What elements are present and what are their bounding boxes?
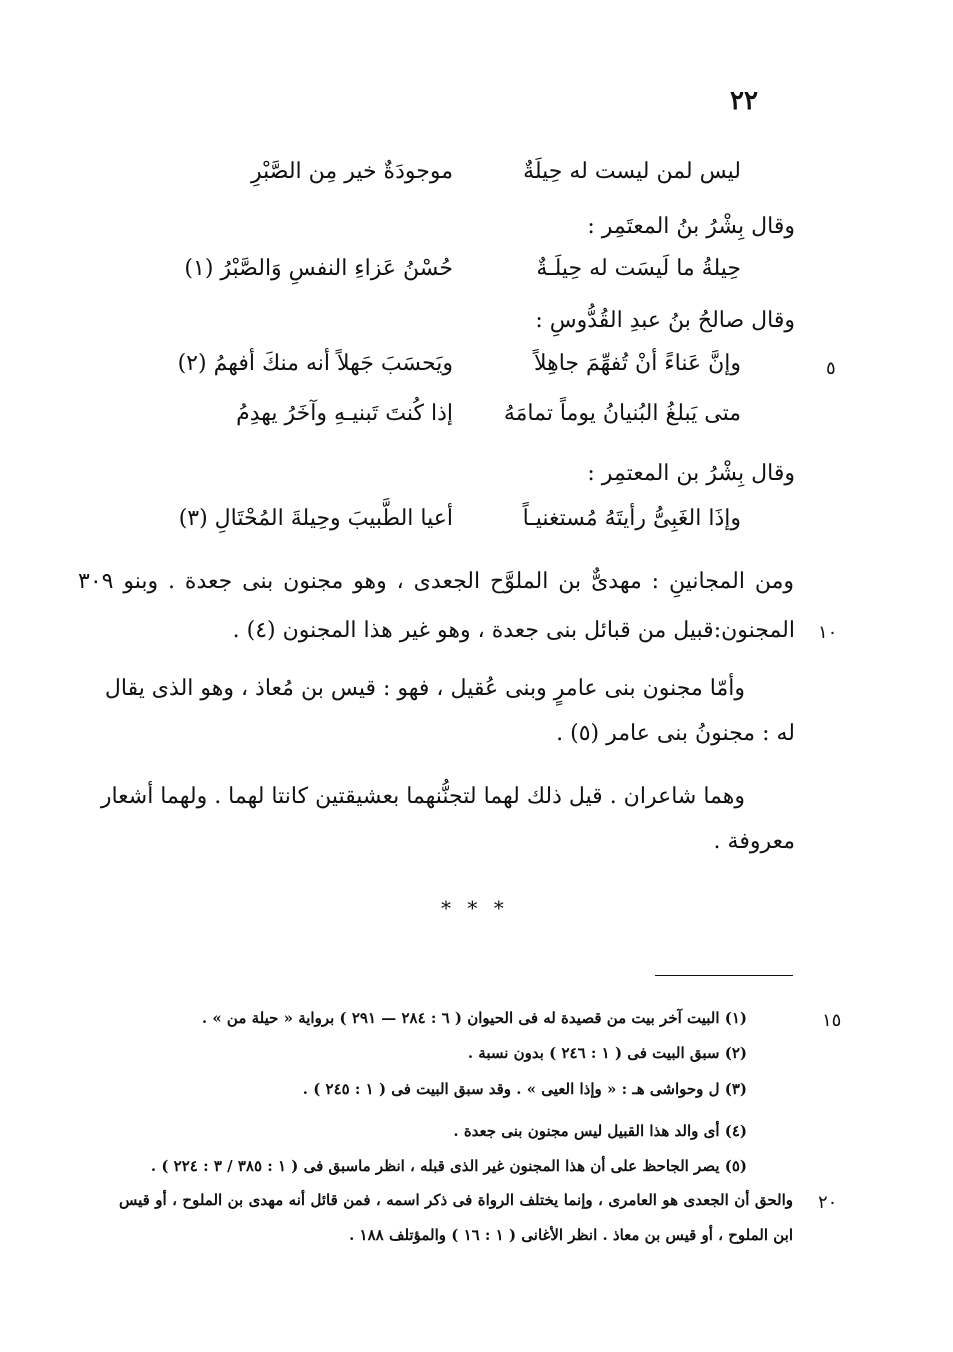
verse-5-left-hemistich: أعيا الطَّبيبَ وحِيلةَ المُحْتَالِ (٣): [178, 506, 453, 531]
verse-4-left-hemistich: إذا كُنتَ تَبنيـهِ وآخَرُ يهدِمُ: [236, 401, 453, 426]
prose-paragraph-1-line-2: المجنون:قبيل من قبائل بنى جعدة ، وهو غير هذا المجنون (٤) .: [232, 618, 795, 643]
verse-1-left-hemistich: موجودَةٌ خير مِن الصَّبْرِ: [251, 159, 453, 184]
footnote-3: (٣) ل وحواشى هـ : « وإذا العيى » . وقد سبق البيت فى ( ١ : ٢٤٥ ) .: [302, 1080, 747, 1098]
page-number: ٢٢: [730, 86, 758, 116]
prose-paragraph-2-line-1: وأمّا مجنون بنى عامرٍ وبنى عُقيل ، فهو : قيس بن مُعاذ ، وهو الذى يقال: [104, 676, 745, 701]
verse-3-right-hemistich: وإنَّ عَناءً أنْ تُفهِّمَ جاهِلاً: [533, 351, 741, 376]
verse-5-right-hemistich: وإذَا الغَبِىُّ رأيتَهُ مُستغنيـاً: [522, 506, 741, 531]
verse-intro-2: وقال بِشْرُ بنُ المعتَمِر :: [587, 214, 795, 239]
footnote-5-continuation-line-2: ابن الملوح ، أو قيس بن معاذ . انظر الأغانى ( ١ : ١٦ ) والمؤتلف ١٨٨ .: [349, 1226, 793, 1244]
section-separator: * * *: [441, 896, 509, 920]
line-number-10: ١٠: [818, 622, 838, 643]
prose-paragraph-3-line-2: معروفة .: [713, 829, 795, 854]
verse-3-left-hemistich: ويَحسَبَ جَهلاً أنه منكَ أفهمُ (٢): [177, 351, 453, 376]
line-number-5: ٥: [826, 358, 836, 379]
footnote-4: (٤) أى والد هذا القبيل ليس مجنون بنى جعدة .: [453, 1122, 747, 1140]
verse-1-right-hemistich: ليس لمن ليست له حِيلَةٌ: [523, 159, 741, 184]
verse-2-left-hemistich: حُسْنُ عَزاءِ النفسِ وَالصَّبْرُ (١): [184, 256, 453, 281]
verse-2-right-hemistich: حِيلةُ ما لَيسَت له حِيلَـةٌ: [536, 256, 741, 281]
prose-paragraph-2-line-2: له : مجنونُ بنى عامر (٥) .: [556, 721, 795, 746]
footnote-1: (١) البيت آخر بيت من قصيدة له فى الحيوان ( ٦ : ٢٨٤ — ٢٩١ ) برواية « حيلة من » .: [201, 1009, 747, 1027]
prose-paragraph-3-line-1: وهما شاعران . قيل ذلك لهما لتجنُّنهما بعشيقتين كانتا لهما . ولهما أشعار: [100, 784, 745, 809]
footnote-5: (٥) يصر الجاحظ على أن هذا المجنون غير الذى قبله ، انظر ماسبق فى ( ١ : ٣٨٥ / ٣ : ٢٢٤ ) .: [150, 1157, 747, 1175]
line-number-20: ٢٠: [818, 1192, 838, 1213]
footnote-2: (٢) سبق البيت فى ( ١ : ٢٤٦ ) بدون نسبة .: [467, 1044, 747, 1062]
footnote-rule: [655, 975, 793, 976]
footnote-5-continuation-line-1: والحق أن الجعدى هو العامرى ، وإنما يختلف الرواة فى ذكر اسمه ، فمن قائل أنه مهدى بن الملوح ، أو قيس: [119, 1191, 793, 1209]
line-number-15: ١٥: [822, 1010, 842, 1031]
verse-intro-3: وقال صالحُ بنُ عبدِ القُدُّوسِ :: [535, 308, 795, 333]
prose-paragraph-1-line-1: ومن المجانينِ : مهدىٌّ بن الملوَّح الجعدى ، وهو مجنون بنى جعدة . وبنو ٣٠٩: [78, 569, 794, 594]
verse-4-right-hemistich: متى يَبلغُ البُنيانُ يوماً تمامَهُ: [503, 401, 741, 426]
verse-intro-5: وقال بِشْرُ بن المعتمِر :: [587, 461, 795, 486]
